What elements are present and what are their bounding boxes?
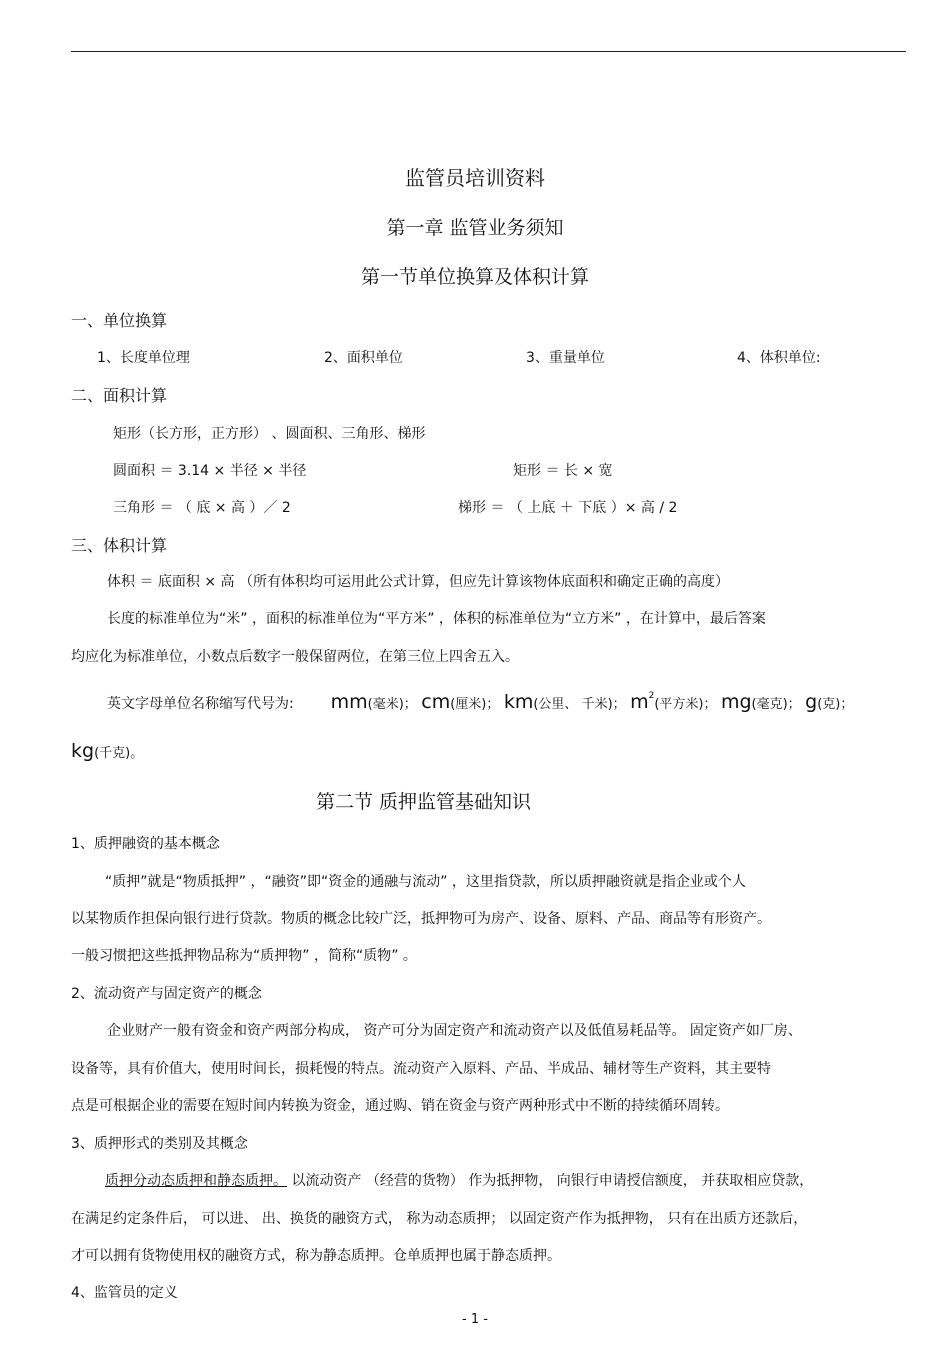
abbr-code-g: g [805, 691, 818, 713]
header-rule [71, 51, 906, 52]
item-heading-supervisor-definition: 4、监管员的定义 [71, 1285, 178, 1301]
paragraph-text: 以流动资产 （经营的货物） 作为抵押物， 向银行申请授信额度， 并获取相应贷款， [287, 1173, 814, 1189]
paragraph-line: 设备等，具有价值大，使用时间长，损耗慢的特点。流动资产入原料、产品、半成品、辅材等生产资料，其主要特 [71, 1061, 771, 1077]
unit-item-area: 2、面积单位 [324, 350, 403, 366]
abbr-desc-g: (克)； [817, 697, 854, 712]
trapezoid-area-formula: 梯形 ＝ （ 上底 ＋ 下底 ）× 高 / 2 [458, 500, 678, 516]
unit-item-length: 1、长度单位理 [97, 350, 190, 366]
abbreviation-line [107, 693, 853, 715]
abbr-code-km: km [503, 691, 534, 713]
page-number: - 1 - [462, 1312, 488, 1327]
underlined-phrase: 质押分动态质押和静态质押。 [105, 1173, 287, 1189]
item-heading-assets: 2、流动资产与固定资产的概念 [71, 986, 262, 1002]
item-heading-pledge-types: 3、质押形式的类别及其概念 [71, 1136, 248, 1152]
abbr-desc-kg: (千克)。 [94, 746, 144, 761]
section-title-2: 第二节 质押监管基础知识 [316, 791, 532, 813]
paragraph-line [105, 1172, 813, 1190]
abbr-code-cm: cm [421, 691, 451, 713]
paragraph-line: 才可以拥有货物使用权的融资方式，称为静态质押。仓单质押也属于静态质押。 [71, 1248, 561, 1264]
abbreviation-line-2 [71, 742, 143, 763]
paragraph-line: 点是可根据企业的需要在短时间内转换为资金，通过购、销在资金与资产两种形式中不断的持续循环周转。 [71, 1098, 729, 1114]
heading-area-calc: 二、面积计算 [71, 386, 168, 405]
area-shapes-list: 矩形（长方形，正方形） 、圆面积、三角形、梯形 [113, 426, 426, 442]
rectangle-area-formula: 矩形 ＝ 长 × 宽 [513, 463, 613, 479]
volume-formula: 体积 ＝ 底面积 × 高 （所有体积均可运用此公式计算，但应先计算该物体底面积和确定正确的高度） [107, 574, 729, 590]
circle-area-formula: 圆面积 ＝ 3.14 × 半径 × 半径 [113, 463, 307, 479]
document-title: 监管员培训资料 [405, 166, 545, 190]
unit-item-weight: 3、重量单位 [526, 350, 605, 366]
paragraph-line: 一般习惯把这些抵押物品称为“质押物” ，简称“质物” 。 [71, 948, 417, 964]
abbr-desc-m2: (平方米)； [654, 697, 717, 712]
abbreviation-label: 英文字母单位名称缩写代号为: [107, 696, 294, 712]
abbr-desc-km: (公里、 千米)； [533, 697, 626, 712]
abbr-code-kg: kg [71, 740, 95, 762]
abbr-code-mm: mm [330, 691, 368, 713]
item-heading-pledge-financing: 1、质押融资的基本概念 [71, 836, 220, 852]
abbr-desc-cm: (厘米)； [450, 697, 500, 712]
chapter-title: 第一章 监管业务须知 [386, 217, 564, 239]
abbr-code-mg: mg [720, 691, 752, 713]
section-title-1: 第一节单位换算及体积计算 [360, 266, 589, 288]
abbr-desc-mm: (毫米)； [367, 697, 417, 712]
paragraph-line: 以某物质作担保向银行进行贷款。物质的概念比较广泛，抵押物可为房产、设备、原料、产品、商品等有形资产。 [71, 911, 771, 927]
abbr-code-m2: m [630, 691, 649, 713]
paragraph-line: 在满足约定条件后， 可以进、 出、换货的融资方式， 称为动态质押； 以固定资产作为抵押物， 只有在出质方还款后， [71, 1211, 808, 1227]
abbr-sup-m2: 2 [648, 691, 655, 701]
heading-unit-conversion: 一、单位换算 [71, 311, 168, 330]
heading-volume-calc: 三、体积计算 [71, 536, 168, 555]
paragraph-line: “质押”就是“物质抵押” ，“融资”即“资金的通融与流动” ，这里指贷款，所以质押融资就是指企业或个人 [105, 874, 746, 890]
standard-units-line-1: 长度的标准单位为“米” ，面积的标准单位为“平方米” ，体积的标准单位为“立方米” ，在计算中，最后答案 [107, 611, 766, 627]
abbr-desc-mg: (毫克)； [751, 697, 801, 712]
paragraph-line: 企业财产一般有资金和资产两部分构成， 资产可分为固定资产和流动资产以及低值易耗品等。 固定资产如厂房、 [107, 1023, 802, 1039]
triangle-area-formula: 三角形 ＝ （ 底 × 高 ）／ 2 [113, 500, 291, 516]
standard-units-line-2: 均应化为标准单位，小数点后数字一般保留两位，在第三位上四舍五入。 [71, 649, 519, 665]
unit-item-volume: 4、体积单位: [737, 350, 821, 366]
